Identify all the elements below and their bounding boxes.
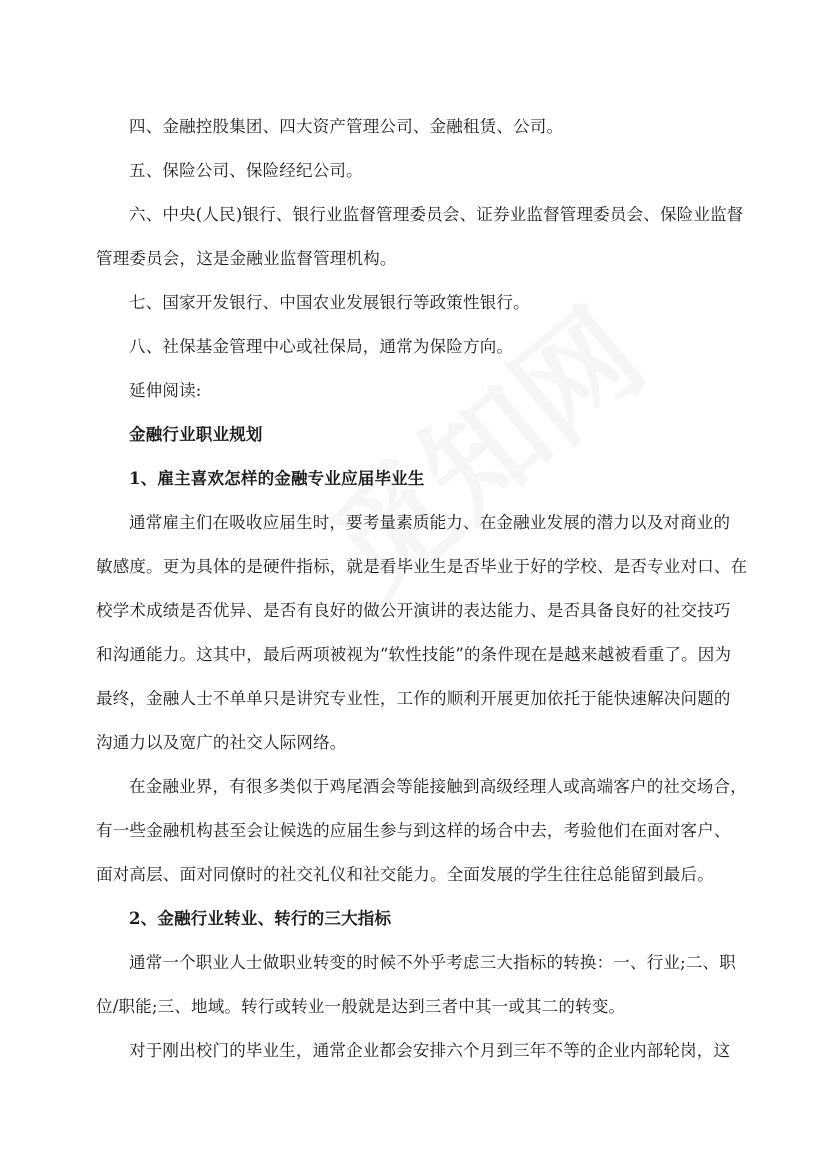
paragraph-1-line-1: 通常雇主们在吸收应届生时，要考量素质能力、在金融业发展的潜力以及对商业的 xyxy=(129,513,731,532)
paragraph-1-line-4: 和沟通能力。这其中，最后两项被视为“软性技能”的条件现在是越来越被看重了。因为 xyxy=(96,645,732,664)
extended-reading-label: 延伸阅读: xyxy=(129,381,202,400)
subheading-2: 2、金融行业转业、转行的三大指标 xyxy=(129,909,392,928)
list-item-8: 八、社保基金管理中心或社保局，通常为保险方向。 xyxy=(129,337,514,356)
list-item-4: 四、金融控股集团、四大资产管理公司、金融租赁、公司。 xyxy=(129,117,564,136)
paragraph-3-line-1: 通常一个职业人士做职业转变的时候不外乎考虑三大指标的转换：一、行业;二、职 xyxy=(129,953,736,972)
paragraph-1-line-5: 最终，金融人士不单单只是讲究专业性，工作的顺利开展更加依托于能快速解决问题的 xyxy=(96,689,731,708)
paragraph-1-line-6: 沟通力以及宽广的社交人际网络。 xyxy=(96,733,347,752)
paragraph-4-line-1: 对于刚出校门的毕业生，通常企业都会安排六个月到三年不等的企业内部轮岗，这 xyxy=(129,1041,731,1060)
list-item-6-cont: 管理委员会，这是金融业监督管理机构。 xyxy=(96,249,397,268)
paragraph-1-line-3: 校学术成绩是否优异、是否有良好的做公开演讲的表达能力、是否具备良好的社交技巧 xyxy=(96,601,731,620)
subheading-1: 1、雇主喜欢怎样的金融专业应届毕业生 xyxy=(129,469,425,488)
section-title: 金融行业职业规划 xyxy=(129,425,263,444)
paragraph-2-line-2: 有一些金融机构甚至会让候选的应届生参与到这样的场合中去，考验他们在面对客户、 xyxy=(96,821,731,840)
list-item-6: 六、中央(人民)银行、银行业监督管理委员会、证券业监督管理委员会、保险业监督 xyxy=(129,205,744,224)
list-item-7: 七、国家开发银行、中国农业发展银行等政策性银行。 xyxy=(129,293,530,312)
list-item-5: 五、保险公司、保险经纪公司。 xyxy=(129,161,363,180)
paragraph-2-line-1: 在金融业界，有很多类似于鸡尾酒会等能接触到高级经理人或高端客户的社交场合， xyxy=(129,777,747,796)
paragraph-2-line-3: 面对高层、面对同僚时的社交礼仪和社交能力。全面发展的学生往往总能留到最后。 xyxy=(96,865,714,884)
paragraph-1-line-2: 敏感度。更为具体的是硬件指标，就是看毕业生是否毕业于好的学校、是否专业对口、在 xyxy=(96,557,748,576)
paragraph-3-line-2: 位/职能;三、地域。转行或转业一般就是达到三者中其一或其二的转变。 xyxy=(96,997,626,1016)
